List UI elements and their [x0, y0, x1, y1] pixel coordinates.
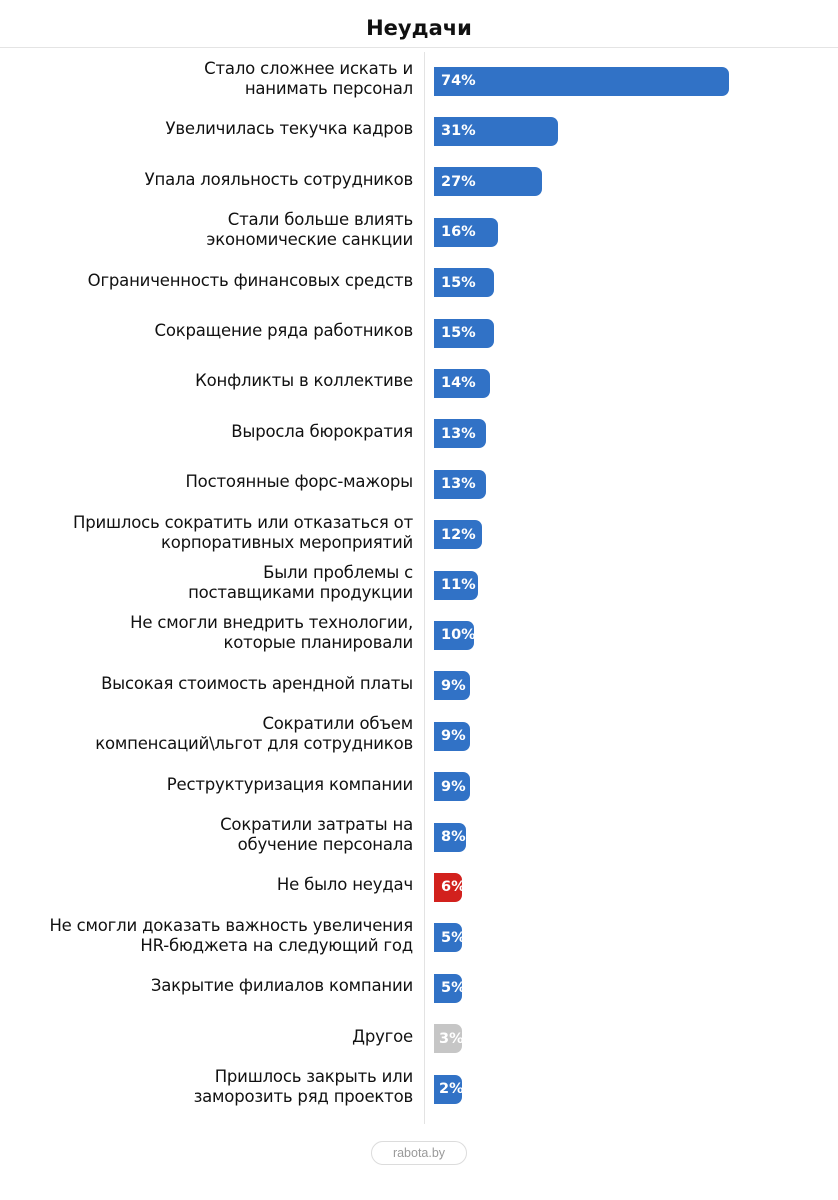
category-label-line: корпоративных мероприятий: [160, 532, 413, 552]
category-label-line: Ограниченность финансовых средств: [87, 270, 413, 290]
bar: [434, 369, 490, 398]
category-label-line: Стало сложнее искать и: [204, 59, 413, 78]
bar: [434, 772, 470, 801]
bar-value-label: 15%: [441, 325, 476, 341]
bar: [434, 974, 466, 1003]
bar-value-label: 14%: [441, 375, 476, 392]
category-label: [13, 976, 413, 996]
bar: [434, 923, 466, 952]
bar-value-label: 13%: [441, 476, 476, 493]
category-label: [13, 613, 413, 653]
bar: [434, 823, 466, 852]
bar-value-label: 9%: [441, 778, 466, 795]
bar: [434, 1024, 462, 1053]
bar-value-label: 15%: [441, 274, 476, 291]
category-label-line: Реструктуризация компании: [166, 774, 413, 794]
bar-value-label: 8%: [441, 829, 466, 845]
bar: [434, 167, 542, 196]
bar-value-label: 31%: [441, 123, 476, 140]
category-label: [13, 472, 413, 492]
category-label: [13, 371, 413, 391]
bar: [434, 621, 474, 650]
bar: [434, 571, 478, 600]
bar: [434, 218, 498, 247]
category-label: [13, 59, 413, 99]
category-label: [13, 714, 413, 754]
bar-value-label: 10%: [441, 627, 476, 644]
bar-value-label: 5%: [441, 980, 466, 997]
category-label: [13, 674, 413, 694]
category-label-line: Были проблемы с: [263, 563, 413, 582]
bar: [434, 117, 558, 146]
bar: [434, 319, 494, 348]
bar-value-label: 12%: [441, 526, 476, 543]
category-label-line: поставщиками продукции: [188, 583, 413, 602]
category-label-line: Постоянные форс-мажоры: [185, 472, 413, 492]
category-label: [13, 916, 413, 956]
category-label-line: Увеличилась текучка кадров: [165, 119, 413, 139]
bar: [434, 268, 494, 297]
category-label: [13, 1067, 413, 1107]
category-label: [13, 422, 413, 442]
bar-value-label: 2%: [439, 1081, 464, 1097]
bar-value-label: 3%: [439, 1030, 464, 1047]
category-label-line: Сократили затраты на: [220, 815, 413, 834]
category-label-line: которые планировали: [223, 633, 413, 653]
category-label-line: экономические санкции: [206, 230, 413, 250]
category-label-line: Не смогли доказать важность увеличения: [49, 915, 413, 935]
category-label-line: Упала лояльность сотрудников: [144, 169, 413, 189]
category-label: [13, 271, 413, 291]
category-label: [13, 815, 413, 855]
category-label-line: компенсаций\льгот для сотрудников: [95, 734, 413, 754]
bar: [434, 520, 482, 549]
category-label-line: HR-бюджета на следующий год: [140, 935, 413, 955]
bar: [434, 67, 729, 96]
category-label-line: Высокая стоимость арендной платы: [101, 673, 413, 693]
category-label-line: Выросла бюрократия: [231, 421, 413, 441]
category-label-line: Другое: [352, 1026, 413, 1046]
bar-value-label: 74%: [441, 73, 476, 89]
bar: [434, 873, 466, 902]
category-label-line: Не смогли внедрить технологии,: [130, 613, 413, 633]
category-label: [13, 321, 413, 341]
category-label-line: Стали больше влиять: [227, 210, 413, 230]
category-label-line: Пришлось сократить или отказаться от: [72, 512, 413, 532]
category-label-line: Сокращение ряда работников: [154, 321, 413, 340]
bar: [434, 722, 470, 751]
bar: [434, 419, 486, 448]
bar: [434, 671, 470, 700]
bar-value-label: 9%: [441, 677, 466, 694]
category-label: [13, 513, 413, 553]
category-label-line: Не было неудач: [276, 875, 413, 895]
bar-value-label: 27%: [441, 173, 476, 190]
category-label: [13, 563, 413, 603]
category-label-line: обучение персонала: [237, 835, 413, 854]
category-label: [13, 119, 413, 139]
chart-title: Неудачи: [366, 16, 472, 40]
category-label-line: Конфликты в коллективе: [195, 371, 413, 391]
bar-value-label: 13%: [441, 425, 476, 442]
bar-value-label: 6%: [441, 879, 466, 896]
category-label: [13, 210, 413, 250]
category-label-line: заморозить ряд проектов: [193, 1087, 413, 1106]
category-label-line: Закрытие филиалов компании: [150, 976, 413, 996]
bar: [434, 1075, 462, 1104]
bar-value-label: 16%: [441, 224, 476, 241]
category-label-line: Пришлось закрыть или: [214, 1067, 413, 1086]
bar: [434, 470, 486, 499]
bar-value-label: 5%: [441, 929, 466, 946]
category-label-line: Сократили объем: [262, 714, 413, 734]
category-label: [13, 875, 413, 895]
category-label-line: нанимать персонал: [244, 79, 413, 98]
bar-value-label: 11%: [441, 577, 476, 593]
category-label: [13, 1027, 413, 1047]
bar-value-label: 9%: [441, 728, 466, 745]
category-label: [13, 775, 413, 795]
source-badge: rabota.by: [371, 1141, 467, 1165]
category-label: [13, 170, 413, 190]
